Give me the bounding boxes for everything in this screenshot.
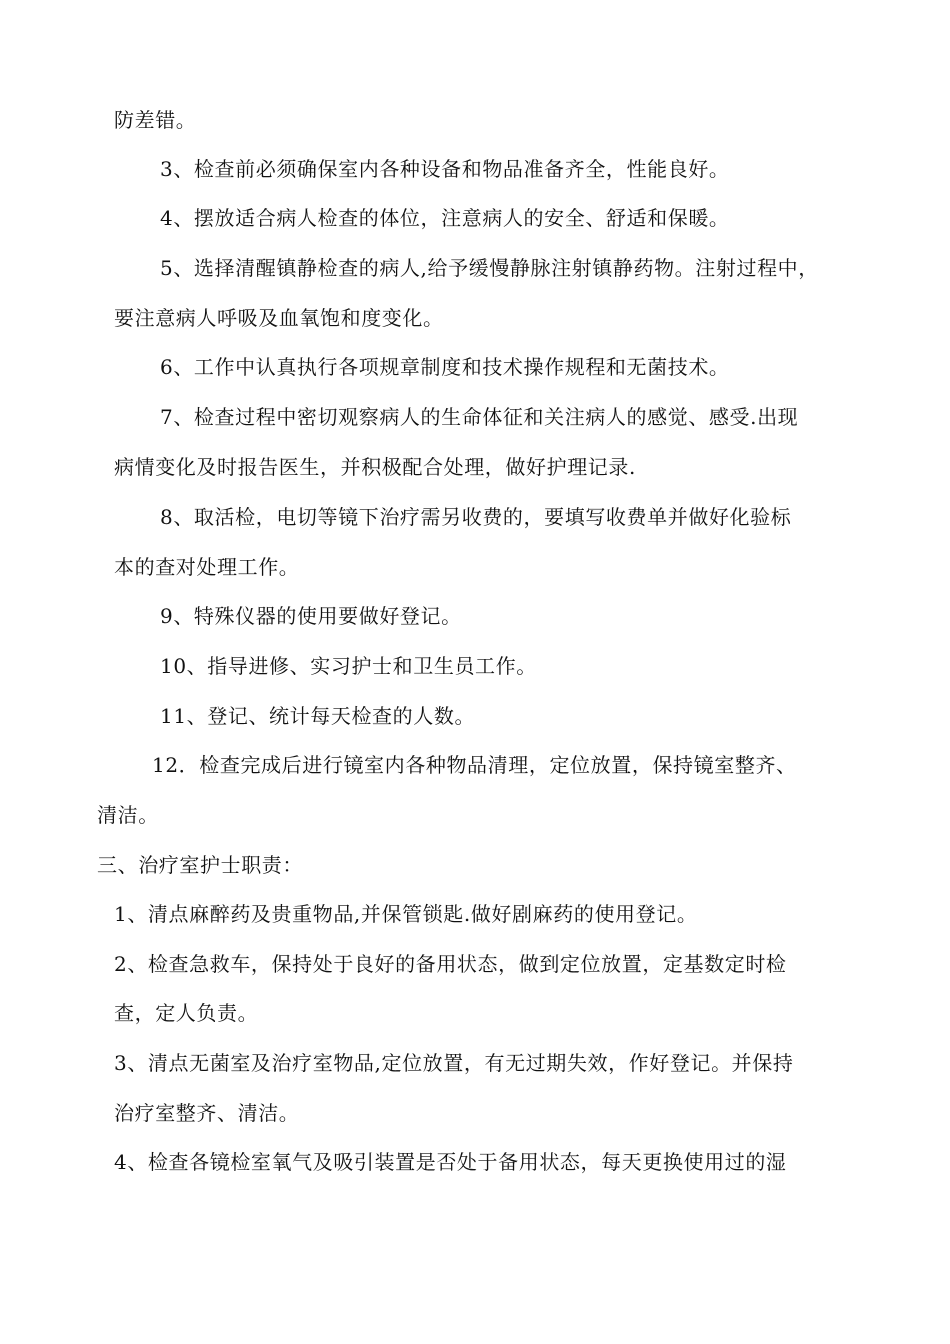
text-line-19: 查，定人负责。 [114, 1001, 259, 1025]
text-line-14: 12．检查完成后进行镜室内各种物品清理，定位放置，保持镜室整齐、 [152, 753, 797, 777]
text-line-9: 8、取活检，电切等镜下治疗需另收费的，要填写收费单并做好化验标 [160, 505, 792, 529]
text-line-1: 防差错。 [114, 108, 197, 132]
text-line-3: 4、摆放适合病人检查的体位，注意病人的安全、舒适和保暖。 [160, 206, 730, 230]
section-heading: 三、治疗室护士职责： [97, 853, 303, 877]
text-line-8: 病情变化及时报告医生，并积极配合处理，做好护理记录. [114, 455, 636, 479]
text-line-5: 要注意病人呼吸及血氧饱和度变化。 [114, 306, 444, 330]
text-line-11: 9、特殊仪器的使用要做好登记。 [160, 604, 462, 628]
text-line-7: 7、检查过程中密切观察病人的生命体征和关注病人的感觉、感受.出现 [160, 405, 799, 429]
text-line-10: 本的查对处理工作。 [114, 555, 300, 579]
text-line-6: 6、工作中认真执行各项规章制度和技术操作规程和无菌技术。 [160, 355, 730, 379]
text-line-17: 1、清点麻醉药及贵重物品,并保管锁匙.做好剧麻药的使用登记。 [114, 902, 698, 926]
text-line-20: 3、清点无菌室及治疗室物品,定位放置，有无过期失效，作好登记。并保持 [114, 1051, 794, 1075]
text-line-18: 2、检查急救车，保持处于良好的备用状态，做到定位放置，定基数定时检 [114, 952, 787, 976]
text-line-12: 10、指导进修、实习护士和卫生员工作。 [160, 654, 537, 678]
text-line-22: 4、检查各镜检室氧气及吸引装置是否处于备用状态，每天更换使用过的湿 [114, 1150, 787, 1174]
text-line-4: 5、选择清醒镇静检查的病人,给予缓慢静脉注射镇静药物。注射过程中， [160, 256, 819, 280]
text-line-21: 治疗室整齐、清洁。 [114, 1101, 300, 1125]
text-line-15: 清洁。 [97, 803, 159, 827]
text-line-13: 11、登记、统计每天检查的人数。 [160, 704, 476, 728]
text-line-2: 3、检查前必须确保室内各种设备和物品准备齐全，性能良好。 [160, 157, 730, 181]
